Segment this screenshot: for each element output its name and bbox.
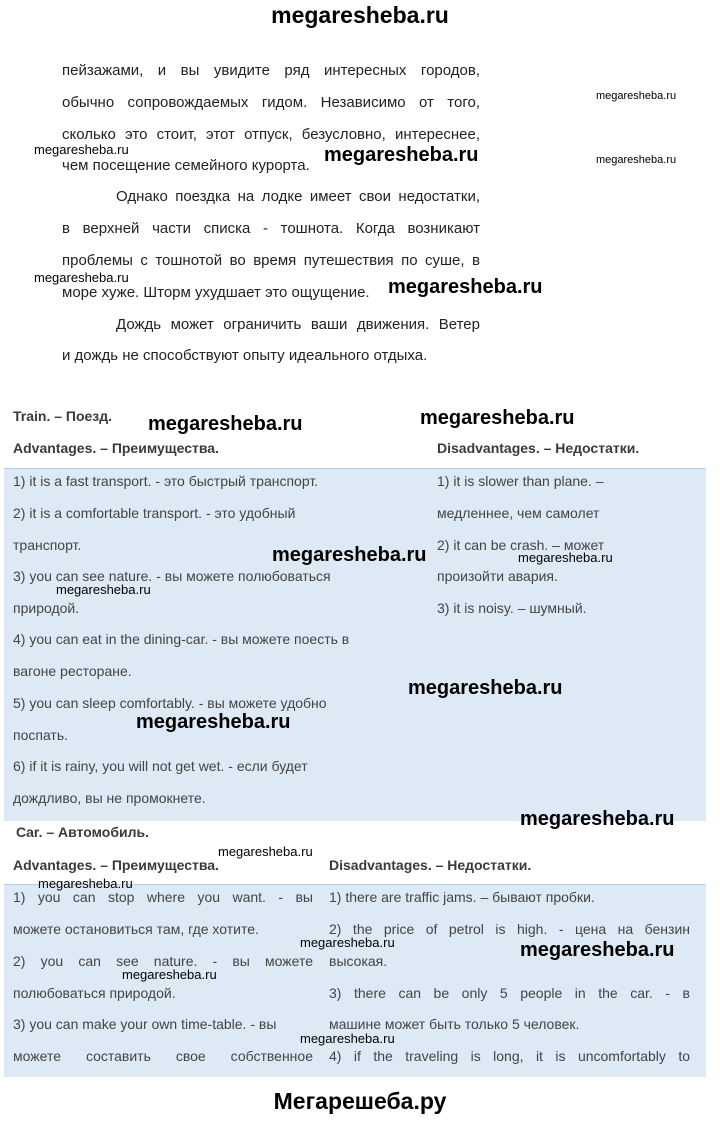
car-title: Car. – Автомобиль. [16, 824, 149, 840]
train-disadvantage-line: 1) it is slower than plane. – [437, 473, 604, 489]
essay-line: в верхней части списка - тошнота. Когда возникают [62, 220, 480, 237]
car-advantage-line: 1) you can stop where you want. - вы [13, 889, 313, 905]
site-footer: Мегарешеба.ру [273, 1088, 447, 1114]
car-disadvantage-line: 3) there can be only 5 people in the car. - в [329, 985, 690, 1001]
essay-line: пейзажами, и вы увидите ряд интересных городов, [62, 62, 480, 79]
watermark: megaresheba.ru [520, 939, 675, 961]
watermark: megaresheba.ru [272, 544, 427, 566]
watermark: megaresheba.ru [148, 413, 303, 435]
watermark: megaresheba.ru [408, 677, 563, 699]
watermark: megaresheba.ru [388, 276, 543, 298]
watermark: megaresheba.ru [518, 550, 613, 565]
car-disadvantage-line: 1) there are traffic jams. – бывают пробки. [329, 889, 595, 905]
train-advantage-line: вагоне ресторане. [13, 663, 132, 679]
watermark: megaresheba.ru [596, 154, 677, 166]
watermark: megaresheba.ru [38, 876, 133, 891]
train-advantage-line: 1) it is a fast transport. - это быстрый транспорт. [13, 473, 319, 489]
watermark: megaresheba.ru [122, 967, 217, 982]
train-advantage-line: 3) you can see nature. - вы можете полюбоваться [13, 568, 331, 584]
train-advantages-header: Advantages. – Преимущества. [13, 440, 219, 456]
watermark: megaresheba.ru [300, 935, 395, 950]
watermark: megaresheba.ru [324, 144, 479, 166]
watermark: megaresheba.ru [34, 270, 129, 285]
train-disadvantage-line: 2) it can be crash. – может [437, 537, 605, 553]
car-advantage-line: полюбоваться природой. [13, 985, 176, 1001]
train-disadvantage-line: произойти авария. [437, 568, 558, 584]
train-advantage-line: природой. [13, 600, 80, 616]
train-advantage-line: 4) you can eat in the dining-car. - вы можете поесть в [13, 631, 350, 647]
car-disadvantage-line: 2) the price of petrol is high. - цена на бензин [329, 921, 690, 937]
train-disadvantage-line: 3) it is noisy. – шумный. [437, 600, 587, 616]
watermark: megaresheba.ru [34, 142, 129, 157]
train-disadvantages-header: Disadvantages. – Недостатки. [437, 440, 640, 456]
watermark: megaresheba.ru [596, 90, 677, 102]
car-advantage-line: можете остановиться там, где хотите. [13, 921, 259, 937]
car-disadvantage-line: 4) if the traveling is long, it is uncomfortably to [329, 1048, 690, 1064]
train-advantage-line: дождливо, вы не промокнете. [13, 790, 206, 806]
car-advantage-line: 2) you can see nature. - вы можете [13, 953, 313, 969]
train-disadvantage-line: медленнее, чем самолет [437, 505, 600, 521]
watermark: megaresheba.ru [218, 844, 313, 859]
car-disadvantage-line: высокая. [329, 953, 388, 969]
train-title: Train. – Поезд. [13, 408, 113, 424]
watermark: megaresheba.ru [56, 582, 151, 597]
essay-line: проблемы с тошнотой во время путешествия по суше, в [62, 252, 480, 269]
car-advantages-header: Advantages. – Преимущества. [13, 857, 219, 873]
essay-line: чем посещение семейного курорта. [62, 157, 310, 174]
watermark: megaresheba.ru [420, 407, 575, 429]
essay-line: и дождь не способствуют опыту идеального отдыха. [62, 347, 428, 364]
essay-line: море хуже. Шторм ухудшает это ощущение. [62, 284, 370, 301]
essay-line: Однако поездка на лодке имеет свои недостатки, [116, 188, 480, 205]
essay-line: Дождь может ограничить ваши движения. Ветер [116, 316, 480, 333]
train-advantage-line: 5) you can sleep comfortably. - вы можете удобно [13, 695, 327, 711]
essay-line: обычно сопровождаемых гидом. Независимо от того, [62, 94, 480, 111]
car-disadvantage-line: машине может быть только 5 человек. [329, 1016, 580, 1032]
train-advantage-line: 6) if it is rainy, you will not get wet. - если будет [13, 758, 308, 774]
watermark: megaresheba.ru [136, 711, 291, 733]
watermark: megaresheba.ru [520, 808, 675, 830]
car-advantage-line: можете составить свое собственное [13, 1048, 313, 1064]
watermark: megaresheba.ru [300, 1031, 395, 1046]
train-advantage-line: транспорт. [13, 537, 82, 553]
car-disadvantages-header: Disadvantages. – Недостатки. [329, 857, 532, 873]
essay-line: сколько это стоит, этот отпуск, безусловно, интереснее, [62, 126, 480, 143]
site-header: megaresheba.ru [271, 2, 449, 28]
car-advantage-line: 3) you can make your own time-table. - вы [13, 1016, 277, 1032]
train-advantage-line: поспать. [13, 727, 69, 743]
train-advantage-line: 2) it is a comfortable transport. - это удобный [13, 505, 296, 521]
